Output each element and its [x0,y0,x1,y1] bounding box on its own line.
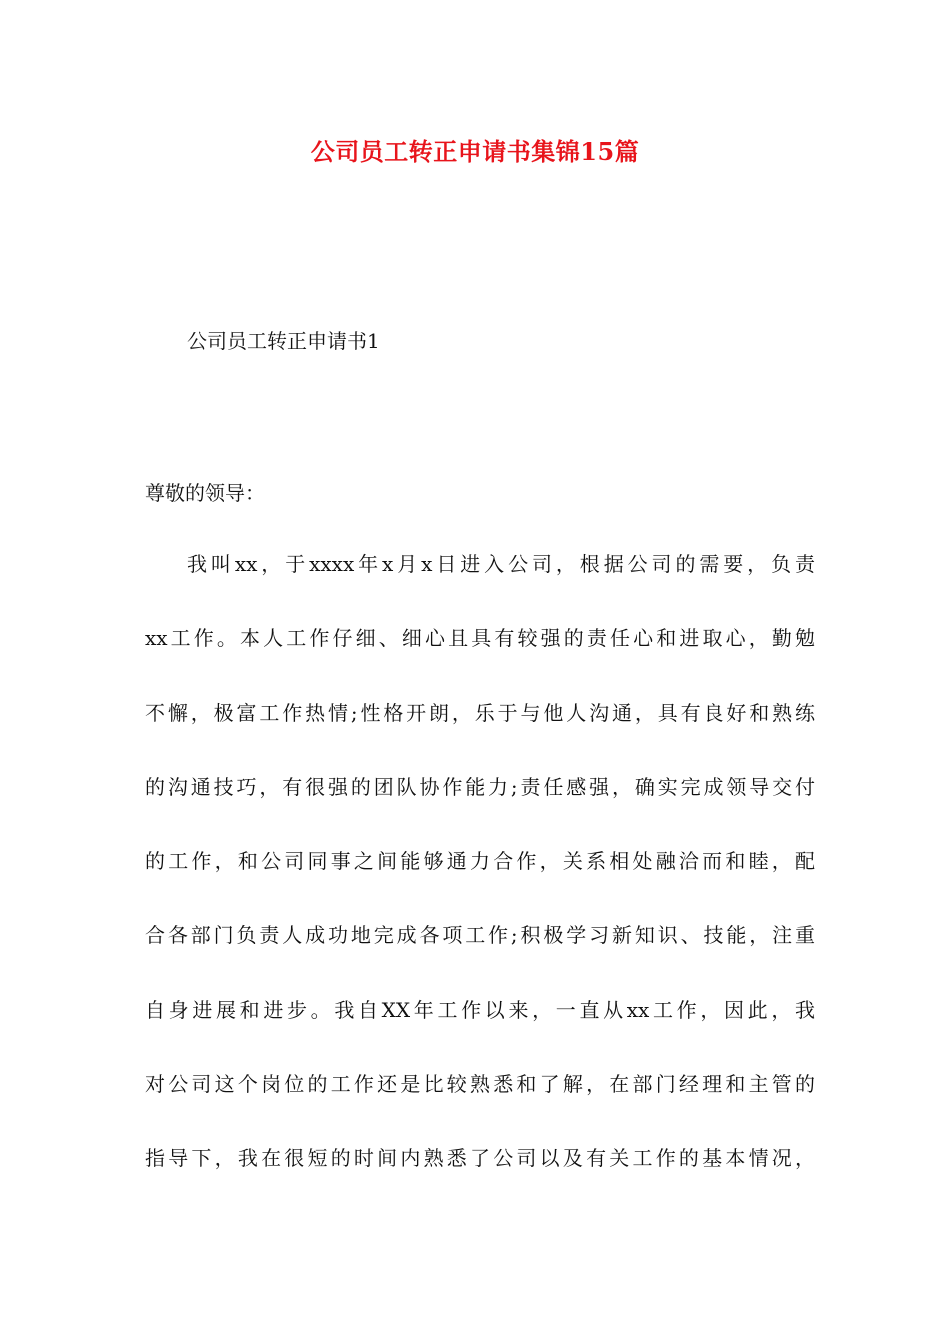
body-line: 合各部门负责人成功地完成各项工作;积极学习新知识、技能，注重 [145,923,815,948]
body-line: 的沟通技巧，有很强的团队协作能力;责任感强，确实完成领导交付 [145,774,815,799]
body-line: 我叫xx，于xxxx年x月x日进入公司，根据公司的需要，负责 [187,552,815,576]
body-line: 的工作，和公司同事之间能够通力合作，关系相处融洽而和睦，配 [145,849,815,874]
body-line: 不懈，极富工作热情;性格开朗，乐于与他人沟通，具有良好和熟练 [145,700,815,725]
body-paragraph [145,546,815,1215]
body-line: 对公司这个岗位的工作还是比较熟悉和了解，在部门经理和主管的 [145,1072,815,1097]
body-line: 指导下，我在很短的时间内熟悉了公司以及有关工作的基本情况， [145,1146,815,1171]
body-line: 自身进展和进步。我自XX年工作以来，一直从xx工作，因此，我 [145,997,815,1022]
document-title: 公司员工转正申请书集锦15篇 [310,137,640,166]
body-line: xx工作。本人工作仔细、细心且具有较强的责任心和进取心，勤勉 [145,626,815,651]
section-heading: 公司员工转正申请书1 [187,329,380,353]
salutation: 尊敬的领导： [145,481,265,505]
